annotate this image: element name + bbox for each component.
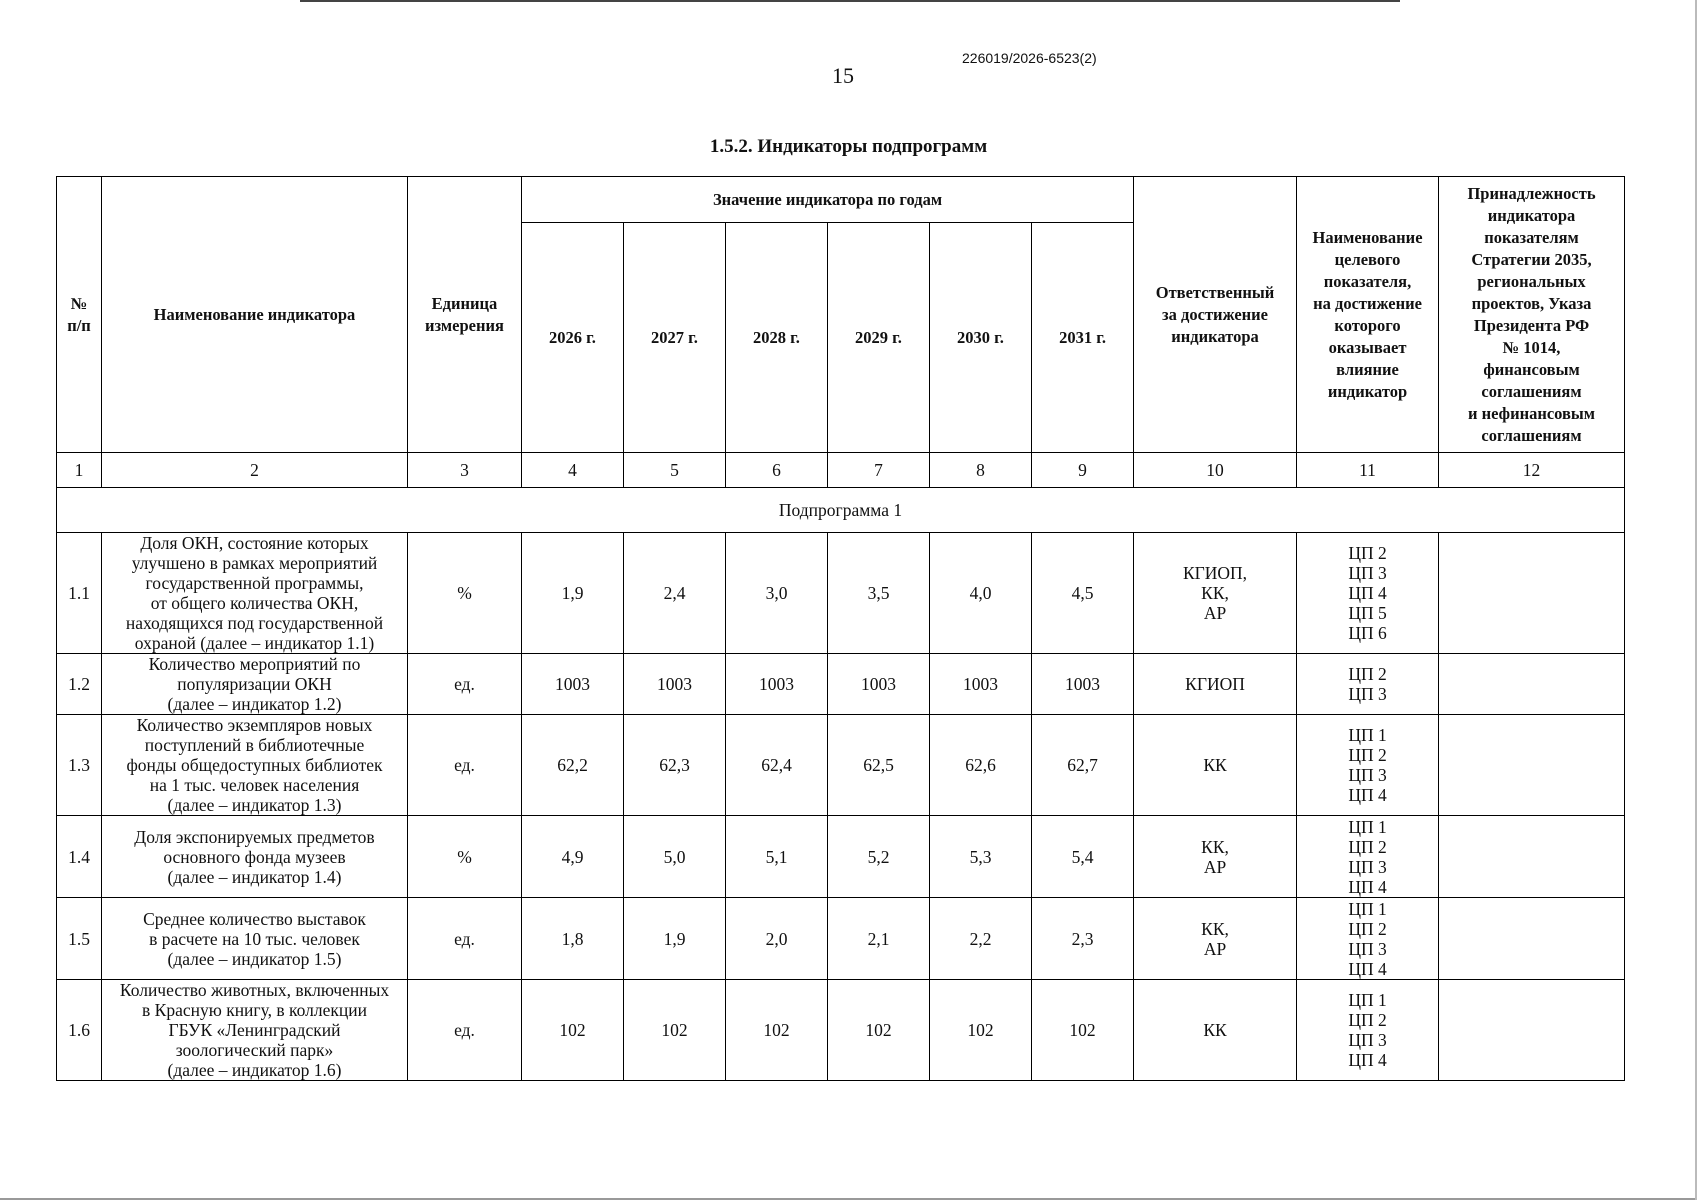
indicator-target: ЦП 1 ЦП 2 ЦП 3 ЦП 4 xyxy=(1297,816,1439,898)
indicator-unit: ед. xyxy=(408,654,522,715)
indicator-value: 1003 xyxy=(624,654,726,715)
header-years-group: Значение индикатора по годам xyxy=(522,177,1134,223)
top-rule xyxy=(300,0,1400,2)
indicator-unit: ед. xyxy=(408,980,522,1081)
indicator-value: 2,0 xyxy=(726,898,828,980)
indicator-target: ЦП 2 ЦП 3 ЦП 4 ЦП 5 ЦП 6 xyxy=(1297,533,1439,654)
indicator-value: 1,9 xyxy=(522,533,624,654)
indicator-value: 5,2 xyxy=(828,816,930,898)
indicator-responsible: КГИОП xyxy=(1134,654,1297,715)
indicator-value: 2,3 xyxy=(1032,898,1134,980)
indicator-name: Среднее количество выставок в расчете на 10 тыс. человек (далее – индикатор 1.5) xyxy=(102,898,408,980)
column-number: 11 xyxy=(1297,453,1439,488)
indicator-value: 4,9 xyxy=(522,816,624,898)
header-affiliation: Принадлежность индикатора показателям Стратегии 2035, региональных проектов, Указа Президента РФ № 1014, финансовым соглашениям и нефинансовым соглашениям xyxy=(1439,177,1625,453)
header-responsible: Ответственный за достижение индикатора xyxy=(1134,177,1297,453)
indicator-affiliation xyxy=(1439,898,1625,980)
indicator-value: 5,0 xyxy=(624,816,726,898)
subprogram-title: Подпрограмма 1 xyxy=(57,488,1625,533)
indicator-value: 62,4 xyxy=(726,715,828,816)
indicator-affiliation xyxy=(1439,715,1625,816)
column-number: 2 xyxy=(102,453,408,488)
indicator-value: 102 xyxy=(828,980,930,1081)
indicator-affiliation xyxy=(1439,654,1625,715)
header-year: 2031 г. xyxy=(1032,223,1134,453)
indicator-responsible: КГИОП, КК, АР xyxy=(1134,533,1297,654)
indicator-unit: % xyxy=(408,533,522,654)
column-number: 1 xyxy=(57,453,102,488)
indicator-target: ЦП 1 ЦП 2 ЦП 3 ЦП 4 xyxy=(1297,898,1439,980)
section-title: 1.5.2. Индикаторы подпрограмм xyxy=(709,136,988,157)
indicator-name: Доля ОКН, состояние которых улучшено в рамках мероприятий государственной программы, от общего количества ОКН, находящихся под государственной охраной (далее – индикатор 1.1) xyxy=(102,533,408,654)
header-year: 2030 г. xyxy=(930,223,1032,453)
indicator-unit: ед. xyxy=(408,715,522,816)
indicator-value: 1003 xyxy=(930,654,1032,715)
indicator-row xyxy=(57,980,1625,1081)
indicator-value: 1,9 xyxy=(624,898,726,980)
indicator-unit: ед. xyxy=(408,898,522,980)
header-year: 2027 г. xyxy=(624,223,726,453)
indicator-number: 1.5 xyxy=(57,898,102,980)
column-number: 8 xyxy=(930,453,1032,488)
indicator-number: 1.2 xyxy=(57,654,102,715)
indicator-value: 102 xyxy=(522,980,624,1081)
indicator-affiliation xyxy=(1439,980,1625,1081)
indicator-value: 2,4 xyxy=(624,533,726,654)
header-year: 2028 г. xyxy=(726,223,828,453)
indicator-responsible: КК xyxy=(1134,980,1297,1081)
indicator-unit: % xyxy=(408,816,522,898)
subprogram-row xyxy=(57,488,1625,533)
column-number: 5 xyxy=(624,453,726,488)
indicator-value: 62,3 xyxy=(624,715,726,816)
indicator-name: Количество животных, включенных в Красную книгу, в коллекции ГБУК «Ленинградский зоологический парк» (далее – индикатор 1.6) xyxy=(102,980,408,1081)
indicator-value: 1003 xyxy=(828,654,930,715)
indicator-value: 1003 xyxy=(522,654,624,715)
column-number: 7 xyxy=(828,453,930,488)
indicator-row xyxy=(57,654,1625,715)
indicator-target: ЦП 2 ЦП 3 xyxy=(1297,654,1439,715)
indicator-affiliation xyxy=(1439,816,1625,898)
indicator-value: 1003 xyxy=(726,654,828,715)
indicator-value: 1003 xyxy=(1032,654,1134,715)
indicator-value: 62,6 xyxy=(930,715,1032,816)
indicator-value: 102 xyxy=(624,980,726,1081)
header-indicator-name: Наименование индикатора xyxy=(102,177,408,453)
indicator-value: 5,4 xyxy=(1032,816,1134,898)
column-number: 10 xyxy=(1134,453,1297,488)
column-number-row xyxy=(57,453,1625,488)
indicator-number: 1.6 xyxy=(57,980,102,1081)
indicator-value: 62,2 xyxy=(522,715,624,816)
column-number: 3 xyxy=(408,453,522,488)
indicator-target: ЦП 1 ЦП 2 ЦП 3 ЦП 4 xyxy=(1297,980,1439,1081)
indicator-row xyxy=(57,533,1625,654)
indicator-number: 1.4 xyxy=(57,816,102,898)
column-number: 12 xyxy=(1439,453,1625,488)
indicator-target: ЦП 1 ЦП 2 ЦП 3 ЦП 4 xyxy=(1297,715,1439,816)
indicator-number: 1.1 xyxy=(57,533,102,654)
header-target: Наименование целевого показателя, на достижение которого оказывает влияние индикатор xyxy=(1297,177,1439,453)
column-number: 9 xyxy=(1032,453,1134,488)
indicator-value: 2,1 xyxy=(828,898,930,980)
indicator-row xyxy=(57,816,1625,898)
indicator-row xyxy=(57,898,1625,980)
indicator-responsible: КК, АР xyxy=(1134,816,1297,898)
header-year: 2026 г. xyxy=(522,223,624,453)
indicator-value: 62,5 xyxy=(828,715,930,816)
indicator-affiliation xyxy=(1439,533,1625,654)
indicator-value: 4,0 xyxy=(930,533,1032,654)
indicator-value: 1,8 xyxy=(522,898,624,980)
indicator-name: Количество мероприятий по популяризации ОКН (далее – индикатор 1.2) xyxy=(102,654,408,715)
document-number: 226019/2026-6523(2) xyxy=(962,50,1097,66)
indicator-value: 62,7 xyxy=(1032,715,1134,816)
indicator-row xyxy=(57,715,1625,816)
indicator-value: 102 xyxy=(1032,980,1134,1081)
header-num: № п/п xyxy=(57,177,102,453)
indicator-responsible: КК xyxy=(1134,715,1297,816)
indicator-responsible: КК, АР xyxy=(1134,898,1297,980)
column-number: 6 xyxy=(726,453,828,488)
indicator-value: 102 xyxy=(930,980,1032,1081)
indicator-value: 5,3 xyxy=(930,816,1032,898)
indicator-number: 1.3 xyxy=(57,715,102,816)
indicator-name: Количество экземпляров новых поступлений в библиотечные фонды общедоступных библиотек на 1 тыс. человек населения (далее – индикатор 1.3) xyxy=(102,715,408,816)
indicator-value: 5,1 xyxy=(726,816,828,898)
header-unit: Единица измерения xyxy=(408,177,522,453)
column-number: 4 xyxy=(522,453,624,488)
indicator-value: 3,0 xyxy=(726,533,828,654)
indicator-value: 4,5 xyxy=(1032,533,1134,654)
indicator-value: 2,2 xyxy=(930,898,1032,980)
page-number: 15 xyxy=(832,63,854,88)
indicator-value: 3,5 xyxy=(828,533,930,654)
indicator-value: 102 xyxy=(726,980,828,1081)
indicators-table xyxy=(56,176,1625,1081)
header-year: 2029 г. xyxy=(828,223,930,453)
indicator-name: Доля экспонируемых предметов основного фонда музеев (далее – индикатор 1.4) xyxy=(102,816,408,898)
